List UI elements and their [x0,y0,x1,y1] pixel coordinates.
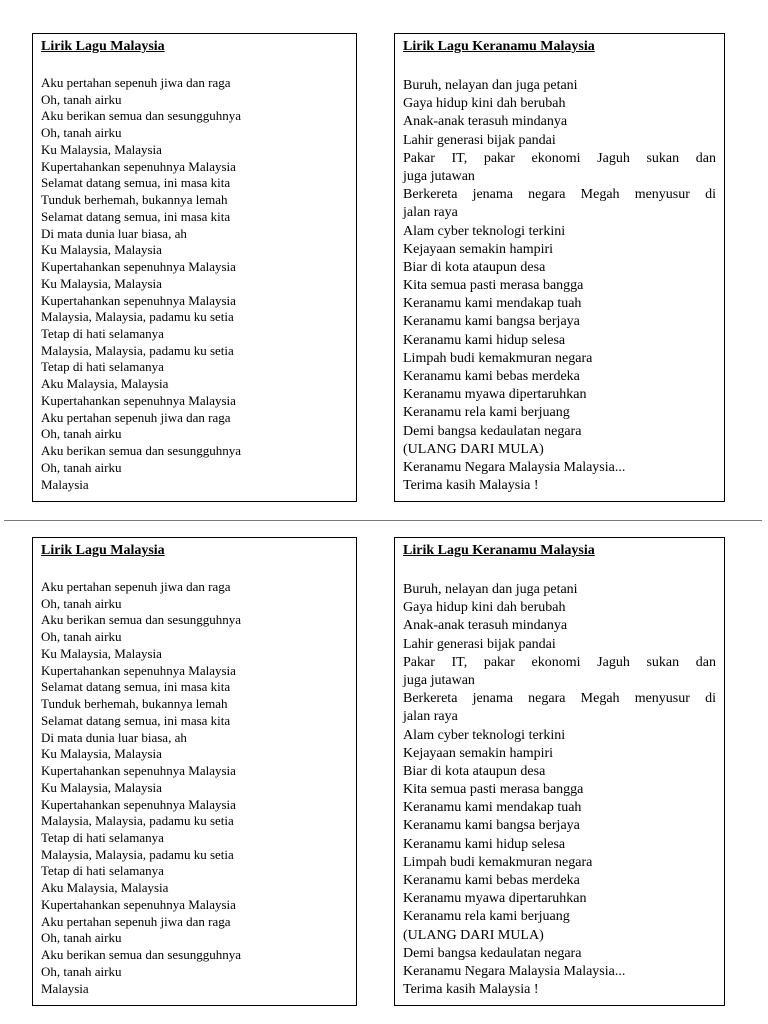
lyric-line: Kita semua pasti merasa bangga [403,278,584,294]
lyric-line: Keranamu myawa dipertaruhkan [403,891,587,907]
lyric-line: Oh, tanah airku [41,595,122,611]
lyric-line: Terima kasih Malaysia ! [403,478,539,494]
lyrics-title: Lirik Lagu Malaysia [41,543,165,558]
lyric-line: Biar di kota ataupun desa [403,763,546,779]
lyric-line: Ku Malaysia, Malaysia [41,746,162,762]
lyric-line: Lahir generasi bijak pandai [403,132,556,148]
lyrics-box-malaysia-bottom [32,537,357,1006]
lyric-line: Malaysia, Malaysia, padamu ku setia [41,342,234,358]
lyric-line: Kupertahankan sepenuhnya Malaysia [41,662,236,678]
lyric-line: Aku pertahan sepenuh jiwa dan raga [41,409,231,425]
lyric-line: Oh, tanah airku [41,963,122,979]
lyric-line: jalan raya [403,205,458,221]
lyric-line: Malaysia [41,476,89,492]
lyric-line: Di mata dunia luar biasa, ah [41,225,187,241]
lyric-line: Lahir generasi bijak pandai [403,636,556,652]
lyric-line: Alam cyber teknologi terkini [403,727,566,743]
lyric-line: Keranamu kami bebas merdeka [403,369,580,384]
lyric-line: Gaya hidup kini dah berubah [403,96,566,112]
lyric-line: Selamat datang semua, ini masa kita [41,679,231,695]
lyric-line: Keranamu rela kami berjuang [403,909,570,925]
lyric-line: Tetap di hati selamanya [41,326,164,342]
lyrics-lines [403,77,716,495]
lyric-line: Anak-anak terasuh mindanya [403,618,568,634]
lyric-line: juga jutawan [403,168,475,184]
lyric-line: Pakar IT, pakar ekonomi Jaguh sukan dan [403,150,716,166]
lyric-line: Ku Malaysia, Malaysia [41,242,162,258]
lyric-line: juga jutawan [403,672,475,688]
cut-line-divider [4,520,762,521]
lyrics-title: Lirik Lagu Keranamu Malaysia [403,39,595,54]
lyric-line: Anak-anak terasuh mindanya [403,114,568,130]
lyric-line: Tunduk berhemah, bukannya lemah [41,192,228,208]
lyric-line: Malaysia [41,980,89,996]
lyric-line: Malaysia, Malaysia, padamu ku setia [41,309,234,325]
lyric-line: Oh, tanah airku [41,930,122,946]
lyrics-title: Lirik Lagu Malaysia [41,39,165,54]
lyric-line: Buruh, nelayan dan juga petani [403,582,578,597]
lyric-line: Berkereta jenama negara Megah menyusur di [403,187,716,203]
lyric-line: Keranamu kami bangsa berjaya [403,818,580,834]
lyrics-lines [41,75,348,493]
lyric-line: Tunduk berhemah, bukannya lemah [41,696,228,712]
lyric-line: Limpah budi kemakmuran negara [403,350,593,366]
lyrics-lines [403,581,716,999]
lyric-line: (ULANG DARI MULA) [403,441,544,457]
lyric-line: jalan raya [403,709,458,725]
lyric-line: Keranamu kami mendakap tuah [403,296,582,312]
lyrics-box-malaysia-top [32,33,357,502]
lyric-line: (ULANG DARI MULA) [403,927,544,943]
lyric-line: Demi bangsa kedaulatan negara [403,945,582,961]
lyric-line: Selamat datang semua, ini masa kita [41,175,231,191]
lyric-line: Kupertahankan sepenuhnya Malaysia [41,259,236,275]
lyric-line: Keranamu kami hidup selesa [403,836,566,852]
lyric-line: Malaysia, Malaysia, padamu ku setia [41,846,234,862]
lyric-line: Oh, tanah airku [41,91,122,107]
lyric-line: Demi bangsa kedaulatan negara [403,423,582,439]
lyric-line: Tetap di hati selamanya [41,359,164,375]
lyric-line: Tetap di hati selamanya [41,863,164,879]
lyric-line: Kupertahankan sepenuhnya Malaysia [41,796,236,812]
lyric-line: Di mata dunia luar biasa, ah [41,729,187,745]
lyric-line: Selamat datang semua, ini masa kita [41,712,231,728]
lyric-line: Berkereta jenama negara Megah menyusur di [403,691,716,707]
lyric-line: Kejayaan semakin hampiri [403,241,554,257]
lyric-line: Kupertahankan sepenuhnya Malaysia [41,896,236,912]
lyric-line: Pakar IT, pakar ekonomi Jaguh sukan dan [403,654,716,670]
lyric-line: Ku Malaysia, Malaysia [41,645,162,661]
lyric-line: Kejayaan semakin hampiri [403,745,554,761]
lyric-line: Aku berikan semua dan sesungguhnya [41,612,242,628]
lyric-line: Buruh, nelayan dan juga petani [403,78,578,93]
lyric-line: Oh, tanah airku [41,125,122,141]
lyric-line: Kupertahankan sepenuhnya Malaysia [41,392,236,408]
lyric-line: Limpah budi kemakmuran negara [403,854,593,870]
lyric-line: Kupertahankan sepenuhnya Malaysia [41,158,236,174]
lyric-line: Aku Malaysia, Malaysia [41,376,169,392]
lyric-line: Aku berikan semua dan sesungguhnya [41,108,242,124]
lyric-line: Keranamu myawa dipertaruhkan [403,387,587,403]
lyric-line: Ku Malaysia, Malaysia [41,275,162,291]
lyric-line: Keranamu Negara Malaysia Malaysia... [403,459,626,475]
lyric-line: Selamat datang semua, ini masa kita [41,208,231,224]
lyrics-box-keranamu-top [394,33,725,502]
lyric-line: Tetap di hati selamanya [41,830,164,846]
lyric-line: Keranamu kami bangsa berjaya [403,314,580,330]
lyric-line: Oh, tanah airku [41,629,122,645]
lyric-line: Aku berikan semua dan sesungguhnya [41,443,242,459]
lyric-line: Kita semua pasti merasa bangga [403,782,584,798]
lyric-line: Keranamu rela kami berjuang [403,405,570,421]
lyric-line: Terima kasih Malaysia ! [403,982,539,998]
lyric-line: Keranamu kami mendakap tuah [403,800,582,816]
lyric-line: Alam cyber teknologi terkini [403,223,566,239]
lyric-line: Aku pertahan sepenuh jiwa dan raga [41,913,231,929]
lyric-line: Aku pertahan sepenuh jiwa dan raga [41,75,231,90]
lyric-line: Malaysia, Malaysia, padamu ku setia [41,813,234,829]
lyric-line: Keranamu kami bebas merdeka [403,873,580,888]
lyric-line: Kupertahankan sepenuhnya Malaysia [41,292,236,308]
lyric-line: Aku Malaysia, Malaysia [41,880,169,896]
lyric-line: Keranamu Negara Malaysia Malaysia... [403,963,626,979]
lyric-line: Aku berikan semua dan sesungguhnya [41,947,242,963]
lyrics-box-keranamu-bottom [394,537,725,1006]
lyric-line: Ku Malaysia, Malaysia [41,141,162,157]
lyrics-lines [41,579,348,997]
lyric-line: Ku Malaysia, Malaysia [41,779,162,795]
lyric-line: Oh, tanah airku [41,459,122,475]
lyric-line: Gaya hidup kini dah berubah [403,600,566,616]
lyrics-title: Lirik Lagu Keranamu Malaysia [403,543,595,558]
lyric-line: Keranamu kami hidup selesa [403,332,566,348]
lyric-line: Aku pertahan sepenuh jiwa dan raga [41,579,231,594]
lyric-line: Oh, tanah airku [41,426,122,442]
lyric-line: Kupertahankan sepenuhnya Malaysia [41,763,236,779]
lyric-line: Biar di kota ataupun desa [403,259,546,275]
